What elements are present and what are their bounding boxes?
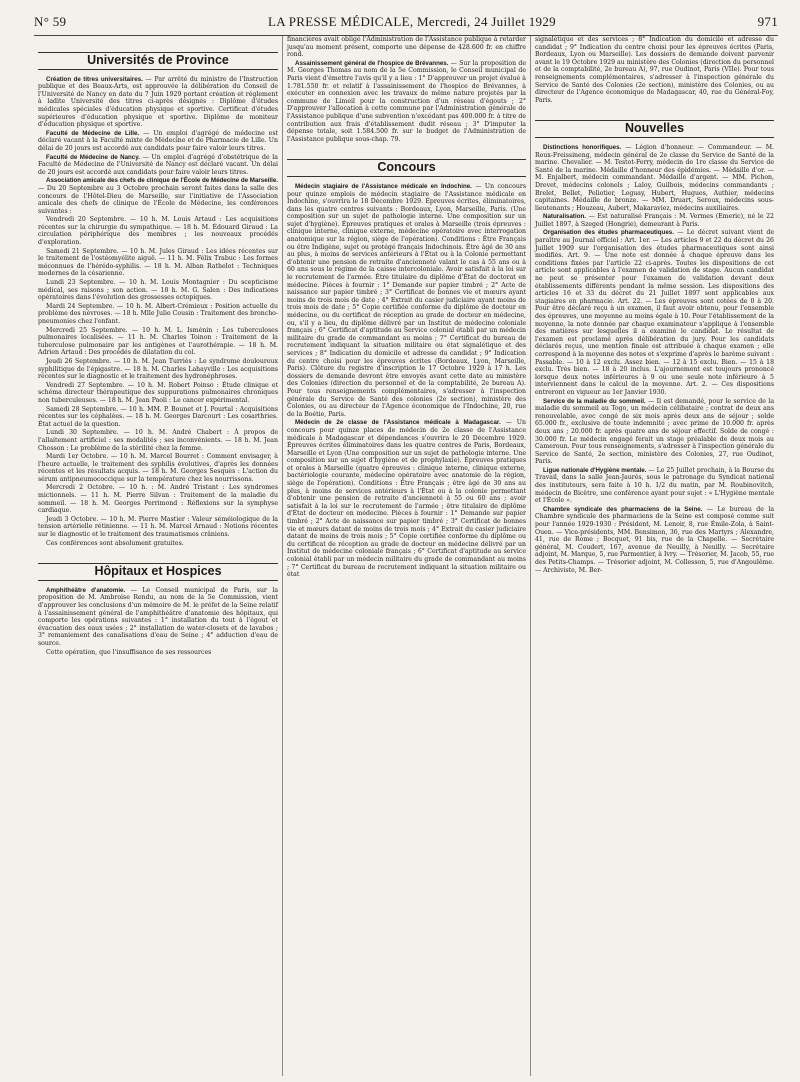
- article-text: — Il est demandé, pour le service de la maladie du sommeil au Togo, un médecin célibataire ; contrat de deux ans renouvelable, avec congé de six mois après deux ans de séjour ; solde 65.000 fr., exclusive de toute indemnité ; avec prime de 10.000 fr. après deux ans ; 20.000 fr. après quatre ans de séjour effectif. Solde de congé : 30.000 fr. Le médecin engagé ferait un stage préalable de deux mois au Cameroun. Pour tous renseignements, s'adresser à l'inspection générale du Service de Santé, 2e section, ministère des Colonies, 27, rue Oudinot, Paris.: [535, 397, 775, 466]
- article-text: — Un emploi d'agrégé d'obstétrique de la Faculté de Médecine de l'Université de Nancy est déclaré vacant. Un délai de 20 jours est accordé aux candidats pour faire valoir leurs titres.: [38, 153, 278, 176]
- article-title: Amphithéâtre d'anatomie.: [46, 586, 126, 594]
- article-title: Médecin stagiaire de l'Assistance médicale en Indochine.: [295, 182, 472, 190]
- page-header: [34, 14, 778, 36]
- list-item: Mardi 24 Septembre. — 10 h. M. Albert-Crémieux : Position actuelle du problème des névroses. — 18 h. Mlle Julie Cousin : Traitement des broncho-pneumonies chez l'enfant.: [38, 302, 278, 325]
- article-title: Association amicale des chefs de clinique de l'École de Médecine de Marseille.: [46, 177, 278, 185]
- article-title: Ligue nationale d'Hygiène mentale.: [543, 466, 647, 474]
- column-3: [530, 36, 778, 1076]
- list-item: Lundi 30 Septembre. — 10 h. M. André Chabert : À propos de l'allaitement artificiel : ses modalités ; ses inconvénients. — 18 h. M. Jean Chosson : Le problème de la stérilité chez la femme.: [38, 429, 278, 452]
- article-title: Création de titres universitaires.: [46, 75, 143, 83]
- article-text: — Le décret suivant vient de paraître au Journal officiel : Art. 1er. — Les articles 9 et 22 du décret du 26 Juillet 1909 sur l'organisation des études pharmaceutiques sont ainsi modifiés. Art. 9. — Une note est donnée à chaque épreuve dans les conditions fixées par l'article 22 ci-après. Toutes les dispositions de cet article sont applicables à l'examen de validation de stage. Aucun candidat ne peut se présenter pour l'examen de validation devant deux établissements différents pendant la même session. Les dispositions des articles 16 et 33 du décret du 21 Juillet 1897 sont applicables aux stagiaires en pharmacie. Art. 22. — Les épreuves sont cotées de 0 à 20. Pour être déclaré reçu à un examen, il faut avoir obtenu, pour l'ensemble des épreuves, une moyenne au moins égale à 10. Pour l'établissement de la moyenne, la note donnée par chaque examinateur s'applique à l'ensemble des matières sur lesquelles il a examiné le candidat. Le résultat de l'examen est proclamé après délibération du jury. Pour les candidats déclarés reçus, une mention finale est attribuée à chaque examen ; elle correspond à la moyenne des notes et s'exprime d'après le barème suivant : Passable. — 10 à 12 exclu. Assez bien. — 12 à 15 exclu. Bien. — 15 à 18 exclu. Très bien. — 18 à 20 inclus. L'ajournement est toujours prononcé lorsque deux notes inférieures à 9 ou une seule note inférieure à 5 interviennent dans le calcul de la moyenne. Art. 2. — Ces dispositions entreront en vigueur au 1er Janvier 1930.: [535, 229, 774, 396]
- article-text: — Le 25 Juillet prochain, à la Bourse du Travail, dans la salle Jean-Jaurès, sous le patronage du Syndicat national des instituteurs, sera faite à 10 h. 1/2 du matin, par M. Roubinovitch, médecin de Bicêtre, une conférence ayant pour sujet : « L'Hygiène mentale et l'École ».: [535, 466, 775, 505]
- article-text: — Légion d'honneur. — Commandeur. — M. Roux-Freissineng, médecin général de 2e classe du Service de Santé de la marine. Chevalier. — M. Testot-Ferry, médecin de 1re classe du Service de Santé de la marine. Médaille d'honneur des épidémies. — Médaille d'or. — M. Enjalbert, médecin commandant. Médaille d'argent. — MM. Pichon, Drevet, médecins colonels ; Laloy, Guilbois, médecins commandants ; Brelet, Bellet, Peliotier, Leguay, Hubert, Hugues, Authier, médecins capitaines. Médaille de bronze. — MM. Druart, Seroux, médecins sous-lieutenants ; Houzeau, Aubert, Makaraviez, médecins auxiliaires.: [535, 143, 774, 212]
- section-heading-concours: Concours: [287, 159, 526, 177]
- column-1: [34, 36, 282, 1076]
- section-heading-universites: Universités de Province: [38, 52, 278, 70]
- article-text: — Le Conseil municipal de Paris, sur la proposition de M. Ambroise Rendu, au nom de la 5e Commission, vient d'approuver les conclusions d'un mémoire de M. le préfet de la Seine relatif à l'assainissement général de l'amphithéâtre d'anatomie des hôpitaux, qui comporte les opérations suivantes : 1° installation du tout à l'égout et évacuation des eaux usées ; 2° installation de water-closets et de lavabos ; 3° remaniement des canalisations d'eau de Seine ; 4° adduction d'eau de source.: [38, 586, 279, 647]
- list-item: Mardi 1er Octobre. — 10 h. M. Marcel Bourret : Comment envisager, à l'heure actuelle, le traitement des syphilis évolutives, d'après les données récentes et les résultats acquis. — 18 h. M. Georges Sesquès : L'action du sérum antipneumococcique sur la température chez les nourrissons.: [38, 453, 278, 483]
- columns: [34, 36, 778, 1076]
- list-item: Lundi 23 Septembre. — 10 h. M. Louis Montagnier : Du scepticisme médical, ses raisons ; son action. — 18 h. M. G. Salen : Des indications opératoires dans l'évolution des grossesses ectopiques.: [38, 279, 278, 302]
- article-title: Naturalisation.: [543, 213, 586, 221]
- article-text: — Sur la proposition de M. Georges Thomas au nom de la 5e Commission, le Conseil municipal de Paris vient d'émettre l'avis qu'il y a lieu : 1° D'approuver un projet évalué à 1.781.550 fr. et relatif à l'assainissement de l'hospice de Brévannes, à exécuter en connexion avec les travaux de même nature projetés par la commune de Limeil pour la construction d'un réseau d'égouts ; 2° D'approuver l'allocation à cette commune par l'Administration générale de l'Assistance publique d'une subvention n'excédant pas 400.000 fr. à titre de contribution aux frais d'établissement dudit réseau ; 3° D'imputer la dépense totale, soit 1.584.500 fr. sur le budget de l'Administration de l'Assistance publique sous-chap. 79.: [287, 59, 526, 143]
- folio: 971: [757, 14, 778, 29]
- article-title: Organisation des études pharmaceutiques.: [543, 229, 674, 237]
- section-heading-nouvelles: Nouvelles: [535, 120, 774, 138]
- article-text: — Un concours pour quinze emplois de médecin stagiaire de l'Assistance médicale en Indochine, s'ouvrira le 18 Décembre 1929. Épreuves écrites, éliminatoires, dans les quatre centres suivants : Bordeaux, Lyon, Marseille, Paris. (Une composition sur un sujet de pathologie interne. Une composition sur un sujet d'hygiène). Épreuves pratiques et orales à Marseille (trois épreuves : clinique interne, clinique externe, médecine opératoire avec interrogation anatomique sur la région, siège de l'opération). Conditions : Être Français ou être Indigène, sujet ou protégé français Indochinois. Être âgé de 30 ans au plus, à moins de services antérieurs à l'État ou à la Colonie permettant d'obtenir une pension de retraite d'ancienneté valant le cas à 55 ans ou à 60 ans sous le régime de la caisse intercoloniale. Avoir satisfait à la loi sur le recrutement de l'armée. Être titulaire du diplôme d'État de doctorat en médecine. Pièces à fournir : 1° Demande sur papier timbré ; 2° Acte de naissance sur papier timbré ; 3° Certificat de bonnes vie et mœurs ayant moins de trois mois de date ; 4° Extrait du casier judiciaire ayant moins de trois mois de date ; 5° Copie certifiée conforme du diplôme de docteur en médecine, ou du certificat de réception au grade de docteur en médecine, ou, s'il y a lieu, du diplôme délivré par un Institut de médecine coloniale français ; 6° Certificat d'aptitude au Service colonial établi par un médecin militaire du grade de commandant au moins ; 7° Certificat du bureau de recrutement indiquant la situation militaire ou état signalétique et des services ; 8° Indication du domicile et adresse du candidat ; 9° Indication du centre choisi pour les épreuves écrites (Bordeaux, Lyon, Marseille, Paris). Clôture du registre d'inscription le 17 Octobre 1929 à 17 h. Les dossiers de demande devront être envoyés avant cette date au ministère des Colonies (direction du personnel et de la comptabilité, 2e bureau A). Pour tous renseignements complémentaires, s'adresser à l'inspection générale du Service de Santé des colonies (2e section), ministère des Colonies, ou au directeur de l'Agence économique de l'Indochine, 20, rue de la Boétie, Paris.: [287, 182, 527, 418]
- list-item: Samedi 28 Septembre. — 10 h. MM. P. Bounet et J. Pourtal : Acquisitions récentes sur les céphalées. — 18 h. M. Georges Darcourt : Les cosarthries. État actuel de la question.: [38, 405, 278, 428]
- list-item: Samedi 21 Septembre. — 10 h. M. Jules Giraud : Les idées récentes sur le traitement de l'ostéomyélite aiguë. — 11 h. M. Félix Trabuc : Les formes méconnues de l'hérédo-syphilis. — 18 h. M. Alban Rathelot : Techniques modernes de la césarienne.: [38, 247, 278, 278]
- list-item: Vendredi 27 Septembre. — 10 h. M. Robert Poinso : Étude clinique et schéma directeur thérapeutique des suppurations pulmonaires chroniques non tuberculeuses. — 18 h. M. Jean Paoli : Le cancer expérimental.: [38, 381, 278, 404]
- article-text: financières avait obligé l'Administration de l'Assistance publique à retarder jusqu'au moment présent, comporte une dépense de 428.600 fr. en chiffre rond.: [287, 36, 526, 59]
- article-text: — Le bureau de la Chambre syndicale des pharmaciens de la Seine est composé comme suit pour l'année 1929-1930 : Président, M. Lenoir, 8, rue Émile-Zola, à Saint-Ouen. — Vice-présidents, MM. Bensimon, 36, rue des Martyrs ; Alexandre, 41, rue de Rome ; Bocquet, 91 bis, rue de la Chapelle. — Secrétaire général, M. Coudert, 167, avenue de Neuilly, à Neuilly. — Secrétaire adjoint, M. Marque, 5, rue Parmentier, à Ivry. — Trésorier, M. Jacob, 55, rue des Petits-Champs. — Trésorier adjoint, M. Collesson, 5, rue d'Angoulême. — Archiviste, M. Ber-: [535, 505, 775, 574]
- article-text: — Par arrêté du ministre de l'Instruction publique et des Beaux-Arts, est approuvée la délibération du Conseil de l'Université de Nancy en date du 7 Juin 1929 portant création et réglement à ladite Université des titres ci-après désignés : Diplôme d'études médicales spéciales d'éducation physique et sportive. Certificat d'études supérieures d'éducation physique et sportive. Diplôme de moniteur d'éducation physique et sportive.: [38, 75, 278, 129]
- article-title: Médecin de 2e classe de l'Assistance médicale à Madagascar.: [295, 419, 501, 427]
- article-title: Service de la maladie du sommeil.: [543, 397, 646, 405]
- list-item: Jeudi 26 Septembre. — 10 h. M. Jean Turriès : Le syndrome douloureux syphilitique de l'épigastre. — 18 h. M. Charles Lahayville : Les acquisitions récentes sur le diagnostic et le traitement des hydronéphroses.: [38, 357, 278, 381]
- article-text: Cette opération, que l'insuffisance de ses ressources: [46, 648, 212, 656]
- article-title: Chambre syndicale des pharmaciens de la Seine.: [543, 505, 703, 513]
- list-item: Mercredi 25 Septembre. — 10 h. M. L. Isménin : Les tuberculoses pulmonaires localisées. — 11 h. M. Charles Toinon : Traitement de la tuberculose pulmonaire par les antigènes et l'aurothérapie. — 18 h. M. Adrien Artaud : Des procédés de dilatation du col.: [38, 326, 278, 357]
- article-text: — Un concours pour quinze places de médecin de 2e classe de l'Assistance médicale à Madagascar et dépendances s'ouvrira le 20 Décembre 1929. Épreuves écrites éliminatoires dans les quatre centres de Paris, Bordeaux, Marseille et Lyon (Une composition sur un sujet de pathologie interne. Une composition sur un sujet d'hygiène et de prophylaxie). Épreuves pratiques et orales à Marseille (quatre épreuves : clinique interne, clinique externe, bactériologie courante, médecine opératoire avec anatomie de la région, siège de l'opération). Conditions : Être Français ; être âgé de 30 ans au plus, à moins de services antérieurs à l'État ou à la colonie permettant d'obtenir une pension de retraite d'ancienneté à 55 ou 60 ans ; avoir satisfait à la loi sur le recrutement de l'armée ; être titulaire de diplôme d'État de docteur en médecine. Pièces à fournir : 1° Demande sur papier timbré ; 2° Acte de naissance sur papier timbré ; 3° Certificat de bonnes vie et mœurs datant de moins de trois mois ; 4° Extrait du casier judiciaire datant de moins de trois mois ; 5° Copie certifiée conforme du diplôme ou du certificat de réception au grade de docteur en médecine délivré par un Institut de médecine coloniale français ; 6° Certificat d'aptitude au service colonial établi par un médecin militaire du grade de commandant au moins ; 7° Certificat du bureau de recrutement indiquant la situation militaire ou état: [287, 419, 526, 579]
- article-text: — Un emploi d'agrégé de médecine est déclaré vacant à la Faculté mixte de Médecine et de Pharmacie de Lille. Un délai de 20 jours est accordé aux candidats pour faire valoir leurs titres.: [38, 129, 279, 152]
- article-text: — Est naturalisé Français : M. Vermes (Emeric), né le 22 Juillet 1897, à Szeged (Hongrie), demeurant à Paris.: [535, 213, 774, 228]
- article-text: — Du 20 Septembre au 3 Octobre prochain seront faites dans la salle des concours de l'Hôtel-Dieu de Marseille, sur l'initiative de l'Association amicale des chefs de clinique de l'École de Médecine, les conférences suivantes :: [38, 184, 278, 215]
- masthead-title: LA PRESSE MÉDICALE, Mercredi, 24 Juillet 1929: [268, 14, 556, 29]
- article-title: Distinctions honorifiques.: [543, 143, 622, 151]
- page-number: N° 59: [34, 14, 67, 29]
- section-heading-hopitaux: Hôpitaux et Hospices: [38, 563, 278, 581]
- list-item: Mercredi 2 Octobre. — 10 h. : M. André Tristant : Les syndromes mictionnels. — 11 h. M. Pierre Silvan : Traitement de la maladie du sommeil. — 18 h. M. Georges Perrimond : Réflexions sur la symphyse cardiaque.: [38, 484, 278, 515]
- article-title: Assainissement général de l'hospice de Brévannes.: [295, 59, 449, 67]
- list-item: Jeudi 3 Octobre. — 10 h. M. Pierre Mastier : Valeur séméiologique de la tension artérielle rétinienne. — 11 h. M. Marcel Arnaud : Notions récentes sur le diagnostic et le traitement des traumatismes crâniens.: [38, 515, 278, 539]
- column-2: [282, 36, 530, 1076]
- article-title: Faculté de Médecine de Lille.: [46, 129, 140, 137]
- article-title: Faculté de Médecine de Nancy.: [46, 153, 140, 161]
- article-text: Ces conférences sont absolument gratuites.: [46, 539, 184, 547]
- article-text: signalétique et des services ; 8° Indication du domicile et adresse du candidat ; 9° Indication du centre choisi pour les épreuves écrites (Paris, Bordeaux, Lyon ou Marseille). Les dossiers de demande doivent parvenir avant le 19 Octobre 1929 au ministère des Colonies (direction du personnel et de la comptabilité, 2e bureau A), 97, rue Oudinot, Paris (VIIe). Pour tous renseignements complémentaires, s'adresser à l'inspection générale du Service de Santé des Colonies (2e section), ministère des Colonies, ou au directeur de l'Agence économique de Madagascar, 40, rue du Général-Foy, Paris.: [535, 36, 774, 104]
- list-item: Vendredi 20 Septembre. — 10 h. M. Louis Artaud : Les acquisitions récentes sur la chirurgie du sympathique. — 18 h. M. Édouard Giraud : La circulation périphérique des membres ; les nouveaux procédés d'exploration.: [38, 216, 278, 247]
